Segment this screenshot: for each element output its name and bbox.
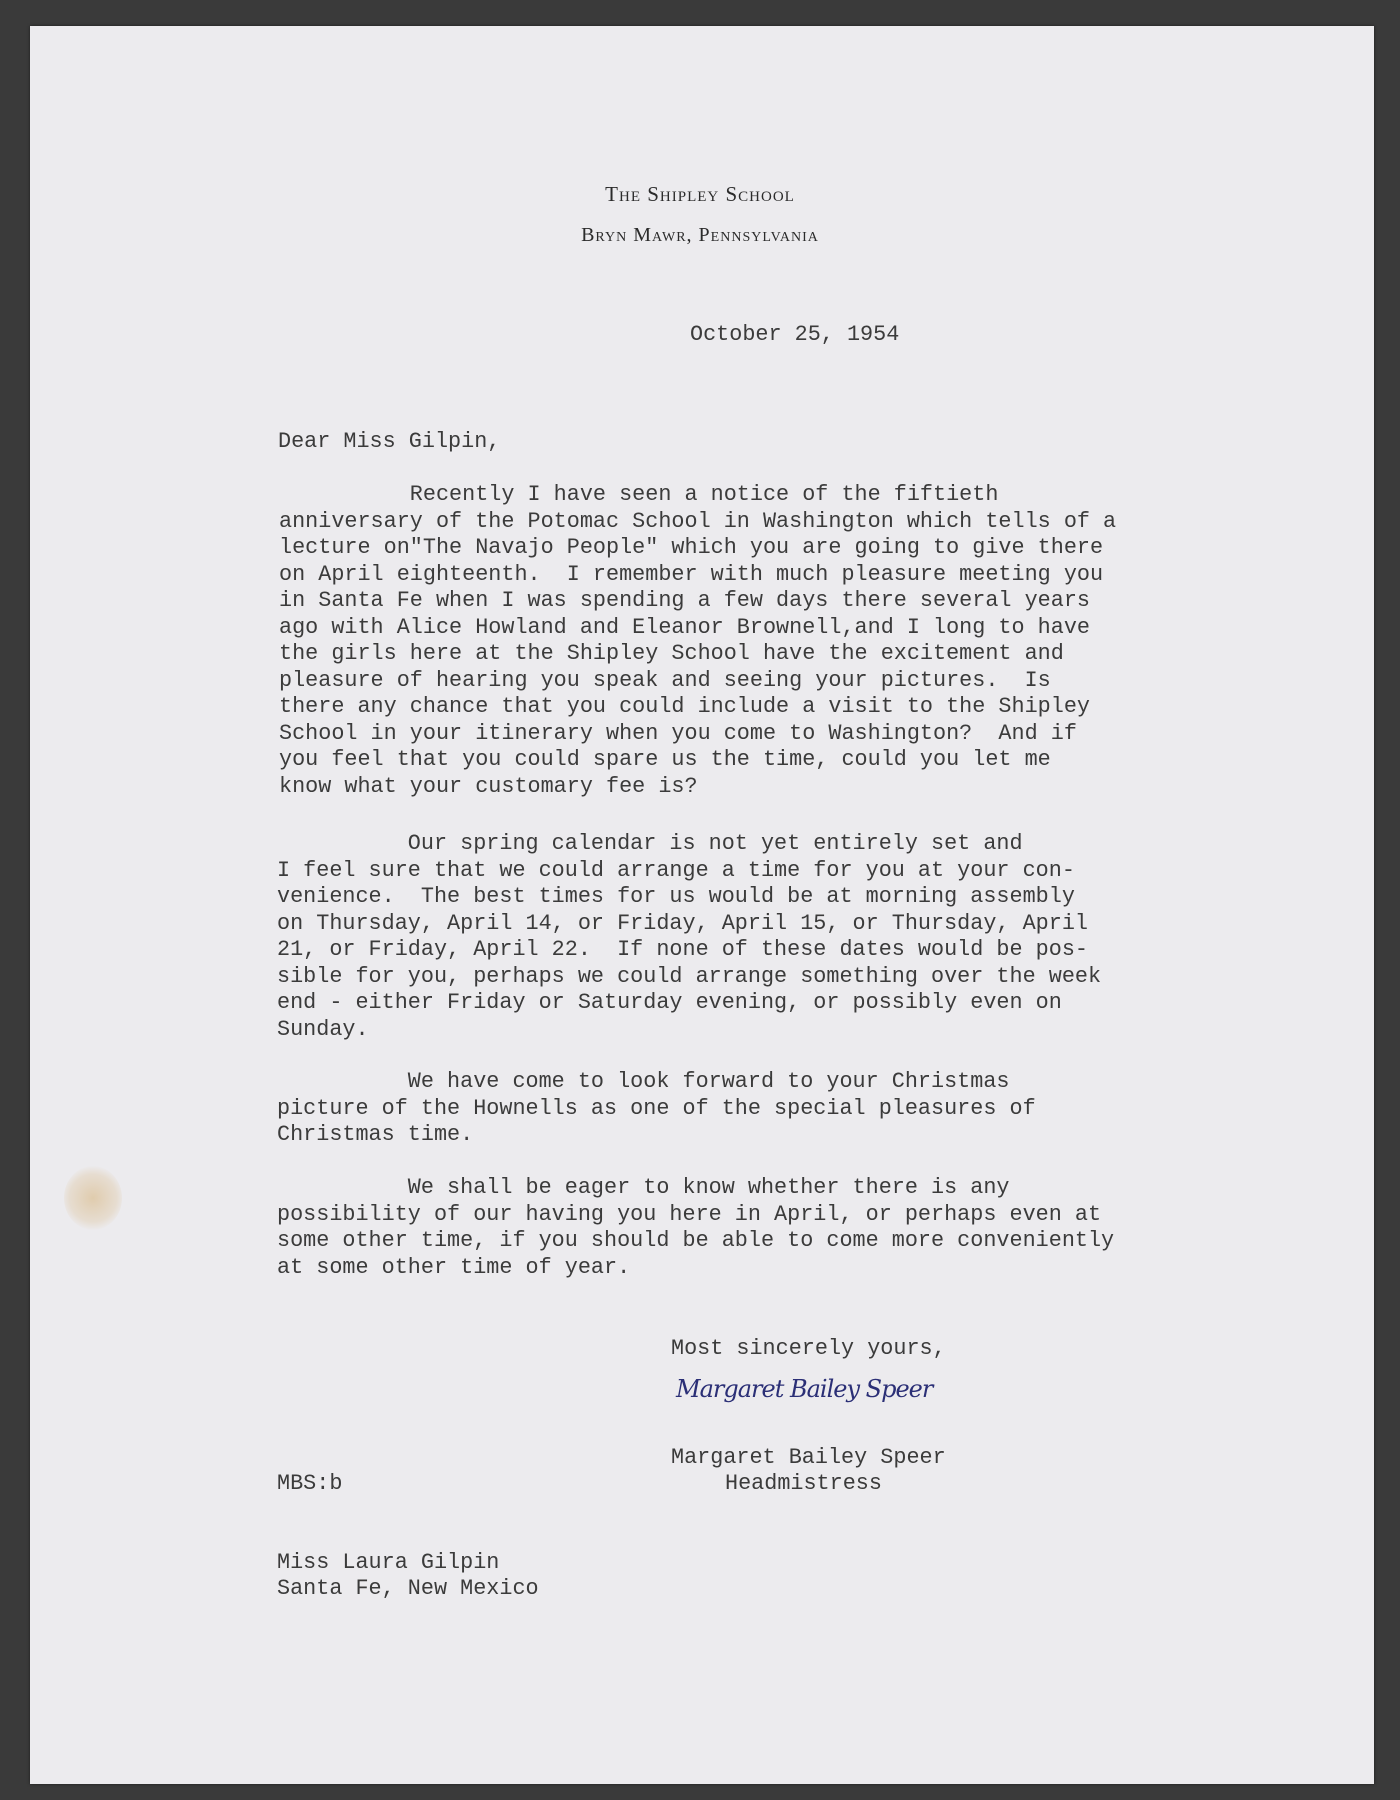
- salutation: Dear Miss Gilpin,: [278, 429, 501, 454]
- paper-stain: [64, 1166, 122, 1230]
- reference-initials: MBS:b: [277, 1471, 343, 1496]
- handwritten-signature: [676, 1375, 932, 1403]
- body-paragraph-3: We have come to look forward to your Christmas picture of the Hownells as one of the special pleasures of Christmas time.: [277, 1069, 1036, 1147]
- letterhead-school-name: The Shipley School: [605, 182, 795, 206]
- signer-name: Margaret Bailey Speer: [671, 1445, 946, 1470]
- body-paragraph-4: We shall be eager to know whether there is any possibility of our having you here in April, or perhaps even at some other time, if you should be able to come more conveniently at some other time of year.: [277, 1175, 1115, 1280]
- letterhead-location: Bryn Mawr, Pennsylvania: [581, 224, 819, 246]
- signature-text: Margaret Bailey Speer: [676, 1375, 933, 1403]
- letter-date: October 25, 1954: [690, 322, 900, 347]
- body-paragraph-1: Recently I have seen a notice of the fiftieth anniversary of the Potomac School in Washington which tells of a lecture on"The Navajo People" which you are going to give there on April eighteenth. I remember with much pleasure meeting you in Santa Fe when I was spending a few days there several years ago with Alice Howland and Eleanor Brownell,and I long to have the girls here at the Shipley School have the excitement and pleasure of hearing you speak and seeing your pictures. Is there any chance that you could include a visit to the Shipley School in your itinerary when you come to Washington? And if you feel that you could spare us the time, could you let me know what your customary fee is?: [279, 482, 1117, 799]
- recipient-name: Miss Laura Gilpin: [277, 1550, 500, 1575]
- recipient-address: Santa Fe, New Mexico: [277, 1576, 539, 1601]
- signer-title: Headmistress: [725, 1471, 882, 1496]
- body-paragraph-2: Our spring calendar is not yet entirely set and I feel sure that we could arrange a time for you at your con- venience. The best times for us would be at morning assembly on Thursday, April 14, or Friday, April 15, or Thursday, April 21, or Friday, April 22. If none of these dates would be pos- sible for you, perhaps we could arrange something over the week end - either Friday or Saturday evening, or possibly even on Sunday.: [277, 831, 1102, 1042]
- complimentary-close: Most sincerely yours,: [671, 1336, 946, 1361]
